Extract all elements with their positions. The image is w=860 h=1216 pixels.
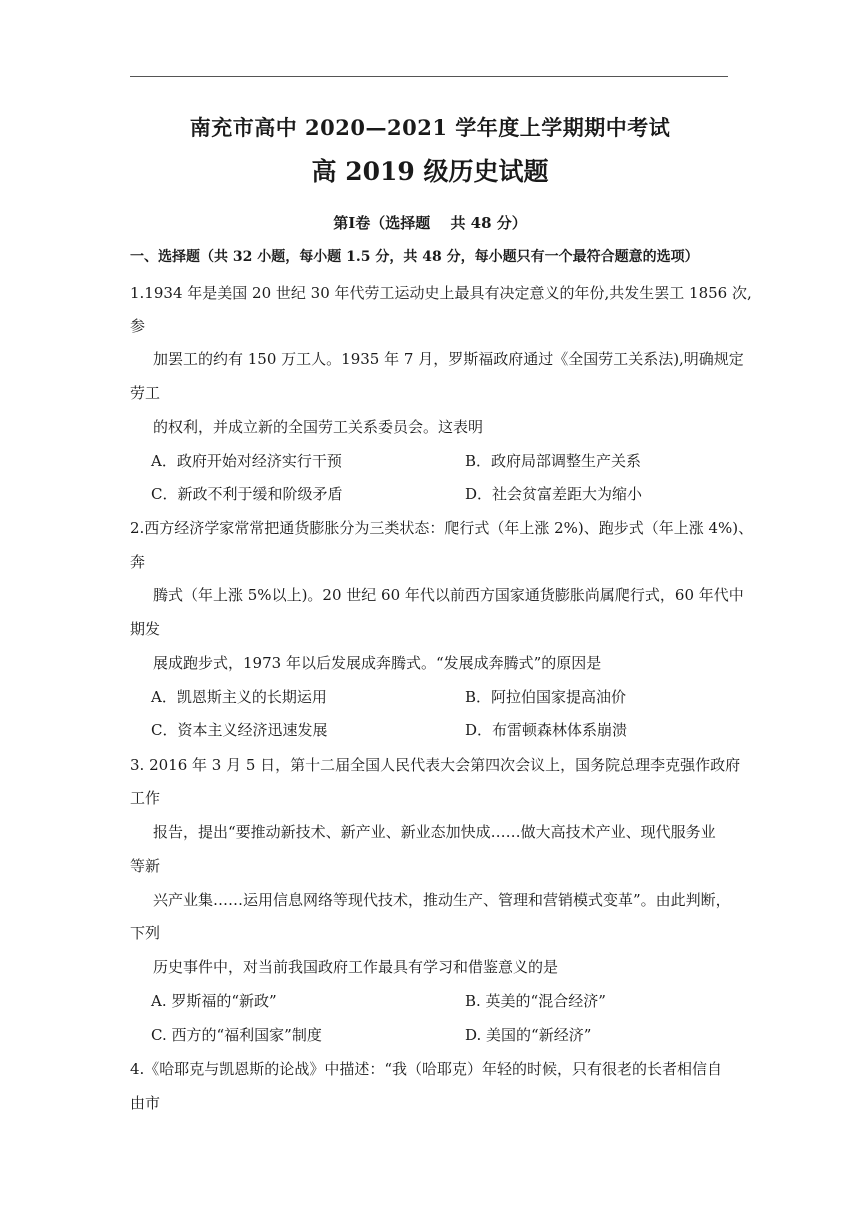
question-line: 下列 [130, 924, 161, 942]
option-d: D．布雷顿森林体系崩溃 [465, 721, 628, 739]
question-line: 腾式（年上涨 5%以上)。20 世纪 60 年代以前西方国家通货膨胀尚属爬行式，60 年代中 [153, 586, 744, 604]
question-line: 2.西方经济学家常常把通货膨胀分为三类状态：爬行式（年上涨 2%)、跑步式（年上涨 4%)、 [130, 519, 754, 537]
option-b: B. 英美的“混合经济” [465, 992, 606, 1010]
question-line: 工作 [130, 789, 161, 807]
question-line: 兴产业集……运用信息网络等现代技术，推动生产、管理和营销模式变革”。由此判断， [153, 891, 731, 909]
exam-title: 高 2019 级历史试题 [311, 157, 549, 186]
question-line: 等新 [130, 857, 161, 875]
option-c: C．资本主义经济迅速发展 [151, 721, 328, 739]
school-title: 南充市高中 2020—2021 学年度上学期期中考试 [189, 115, 671, 140]
question-line: 加罢工的约有 150 万工人。1935 年 7 月，罗斯福政府通过《全国劳工关系法),明确规定 [153, 350, 744, 368]
instructions: 一、选择题（共 32 小题，每小题 1.5 分，共 48 分，每小题只有一个最符合题意的选项） [130, 249, 699, 265]
question-line: 1.1934 年是美国 20 世纪 30 年代劳工运动史上最具有决定意义的年份,共发生罢工 1856 次, [130, 284, 752, 302]
question-line: 劳工 [130, 384, 161, 402]
header-rule [130, 76, 728, 77]
section-title: 第Ⅰ卷（选择题 共 48 分） [333, 214, 527, 232]
question-line: 4.《哈耶克与凯恩斯的论战》中描述：“我（哈耶克）年轻的时候，只有很老的长者相信自 [130, 1060, 722, 1078]
option-c: C．新政不利于缓和阶级矛盾 [151, 485, 343, 503]
question-line: 由市 [130, 1094, 161, 1112]
question-line: 历史事件中，对当前我国政府工作最具有学习和借鉴意义的是 [153, 958, 559, 976]
question-line: 展成跑步式，1973 年以后发展成奔腾式。“发展成奔腾式”的原因是 [153, 654, 602, 672]
option-a: A．政府开始对经济实行干预 [151, 452, 342, 470]
option-c: C. 西方的“福利国家”制度 [151, 1026, 322, 1044]
option-b: B．阿拉伯国家提高油价 [465, 688, 627, 706]
option-a: A．凯恩斯主义的长期运用 [151, 688, 327, 706]
question-line: 参 [130, 317, 146, 335]
option-d: D．社会贫富差距大为缩小 [465, 485, 643, 503]
question-line: 报告，提出“要推动新技术、新产业、新业态加快成……做大高技术产业、现代服务业 [153, 823, 716, 841]
question-line: 3. 2016 年 3 月 5 日，第十二届全国人民代表大会第四次会议上，国务院总理李克强作政府 [130, 756, 741, 774]
question-line: 的权利，并成立新的全国劳工关系委员会。这表明 [153, 418, 484, 436]
option-a: A. 罗斯福的“新政” [151, 992, 277, 1010]
option-d: D. 美国的“新经济” [465, 1026, 592, 1044]
question-line: 奔 [130, 553, 146, 571]
option-b: B．政府局部调整生产关系 [465, 452, 642, 470]
question-line: 期发 [130, 620, 161, 638]
